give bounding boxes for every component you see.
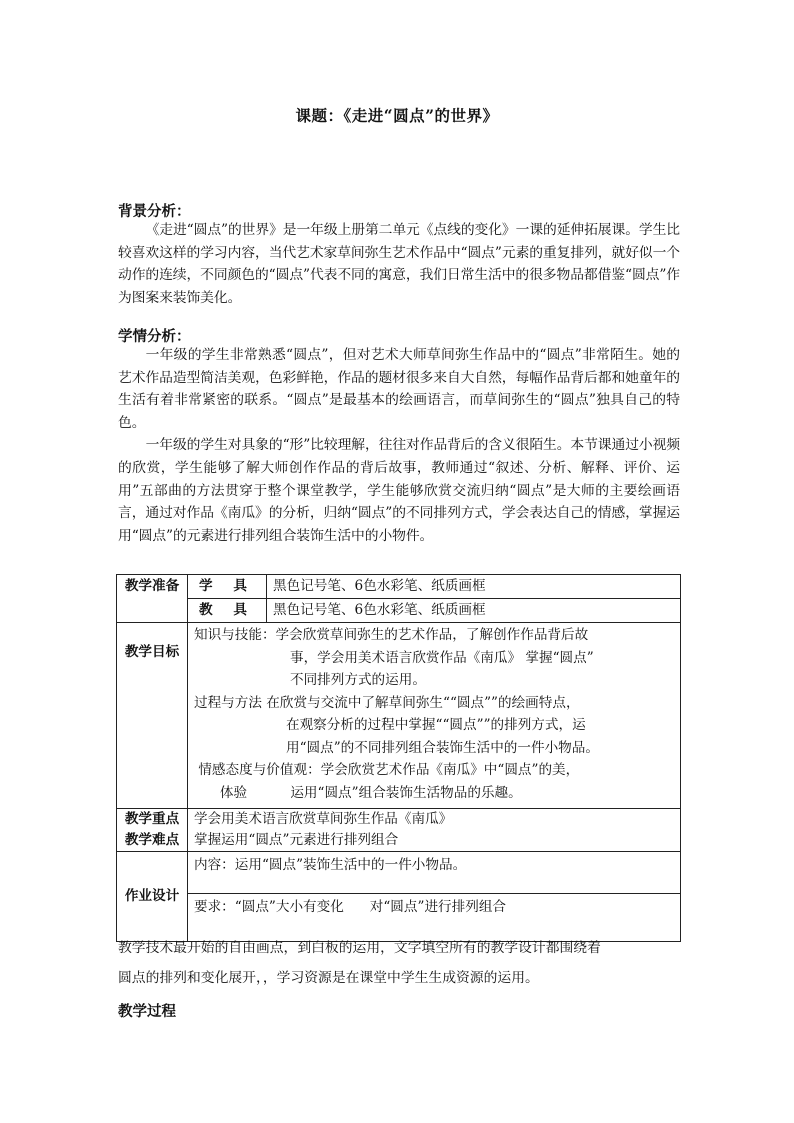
student-tools-items: 黑色记号笔、6色水彩笔、纸质画框 — [267, 575, 681, 599]
background-heading: 背景分析： — [118, 203, 191, 220]
teacher-tools-label: 教 具 — [188, 599, 267, 623]
goals-cell — [188, 623, 681, 809]
students-paragraph-2: 一年级的学生对具象的“形”比较理解，往往对作品背后的含义很陌生。本节课通过小视频的欣赏，学生能够了解大师创作作品的背后故事，教师通过“叙述、分析、解释、评价、运用”五部曲的方法贯穿于整个课堂教学，学生能够欣赏交流归纳“圆点”是大师的主要绘画语言，通过对作品《南瓜》的分析，归纳“圆点”的不同排列方式，学会表达自己的情感，掌握运用“圆点”的元素进行排列组合装饰生活中的小物件。 — [118, 437, 680, 544]
lesson-title: 课题：《走进“圆点”的世界》 — [295, 106, 499, 125]
process-heading: 教学过程 — [118, 1003, 176, 1020]
goal-process-line-1: 过程与方法 在欣赏与交流中了解草间弥生““圆点””的绘画特点， — [194, 694, 580, 711]
background-text: 《走进“圆点”的世界》是一年级上册第二单元《点线的变化》一课的延伸拓展课。学生比较喜欢这样的学习内容，当代艺术家草间弥生艺术作品中“圆点”元素的重复排列，就好似一个动作的连续，不同颜色的“圆点”代表不同的寓意，我们日常生活中的很多物品都借鉴“圆点”作为图案来装饰美化。 — [118, 222, 680, 306]
goals-label: 教学目标 — [117, 623, 188, 809]
teacher-tools-items: 黑色记号笔、6色水彩笔、纸质画框 — [267, 599, 681, 623]
goal-emotion-line-2: 体验 运用“圆点”组合装饰生活物品的乐趣。 — [194, 784, 522, 801]
homework-label: 作业设计 — [117, 852, 188, 942]
key-text: 学会用美术语言欣赏草间弥生作品《南瓜》 — [194, 811, 453, 827]
goal-knowledge-line-3: 不同排列方式的运用。 — [290, 672, 426, 688]
homework-requirement: 要求：“圆点”大小有变化 对“圆点”进行排列组合 — [188, 894, 681, 942]
student-tools-label: 学 具 — [188, 575, 267, 599]
students-paragraph-1: 一年级的学生非常熟悉“圆点”，但对艺术大师草间弥生作品中的“圆点”非常陌生。她的艺术作品造型简洁美观，色彩鲜艳，作品的题材很多来自大自然，每幅作品背后都和她童年的生活有着非常紧密的联系。“圆点”是最基本的绘画语言，而草间弥生的“圆点”独具自己的特色。 — [118, 347, 680, 431]
background-paragraph — [118, 219, 680, 309]
tech-line-2: 圆点的排列和变化展开，，学习资源是在课堂中学生生成资源的运用。 — [118, 970, 539, 986]
prep-label: 教学准备 — [117, 575, 188, 623]
students-heading: 学情分析： — [118, 328, 191, 345]
key-label: 教学重点 — [124, 811, 180, 827]
goal-process-line-2: 在观察分析的过程中掌握““圆点””的排列方式，运 — [286, 717, 586, 733]
difficulty-label: 教学难点 — [124, 832, 180, 848]
goal-emotion-line-1: 情感态度与价值观：学会欣赏艺术作品《南瓜》中“圆点”的美， — [194, 762, 580, 778]
students-paragraphs — [118, 344, 680, 547]
homework-content: 内容：运用“圆点”装饰生活中的一件小物品。 — [188, 852, 681, 894]
key-difficulty-label — [117, 809, 188, 852]
lesson-plan-table — [116, 574, 681, 942]
goal-knowledge-line-1: 知识与技能：学会欣赏草间弥生的艺术作品，了解创作作品背后故 — [194, 627, 589, 643]
goal-knowledge-line-2: 事，学会用美术语言欣赏作品《南瓜》 掌握“圆点” — [290, 649, 594, 666]
key-difficulty-cell — [188, 809, 681, 852]
tech-line-1: 教学技术最开始的自由画点，到白板的运用，文字填空所有的教学设计都围绕着 — [118, 940, 601, 956]
difficulty-text: 掌握运用“圆点”元素进行排列组合 — [194, 832, 399, 848]
goal-process-line-3: 用“圆点”的不同排列组合装饰生活中的一件小物品。 — [286, 739, 599, 756]
